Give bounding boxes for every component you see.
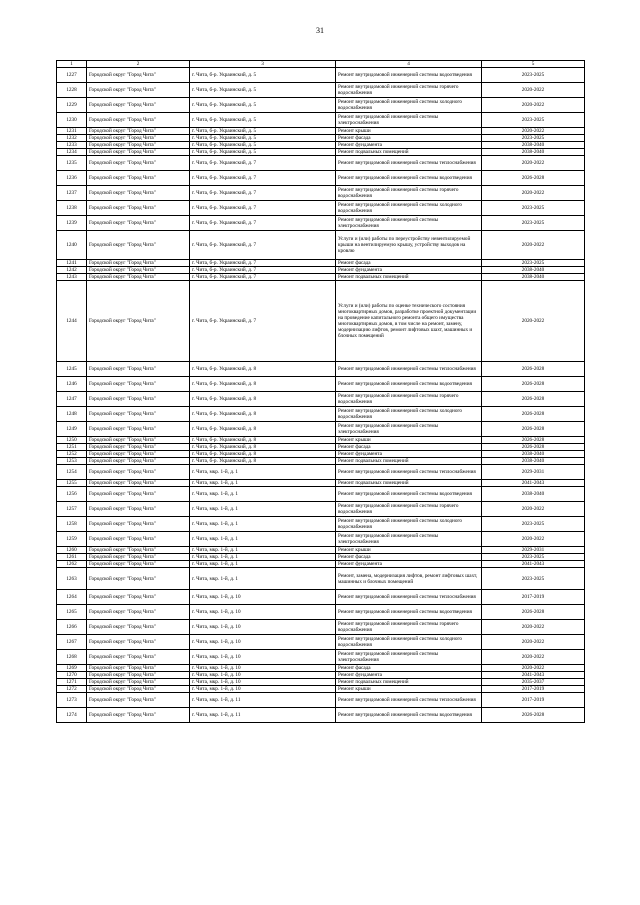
cell-work-type: Ремонт внутридомовой инженерной системы горячего водоснабжения: [336, 502, 482, 517]
table-row: [57, 547, 585, 554]
header-cell-number: 1: [57, 61, 87, 68]
cell-work-type: Ремонт внутридомовой инженерной системы горячего водоснабжения: [336, 186, 482, 201]
table-row: [57, 422, 585, 437]
cell-municipality: Городской округ "Город Чита": [87, 113, 190, 128]
cell-municipality: Городской округ "Город Чита": [87, 135, 190, 142]
cell-row-number: 1242: [57, 267, 87, 274]
table-row: [57, 83, 585, 98]
cell-work-type: Ремонт внутридомовой инженерной системы теплоснабжения: [336, 156, 482, 171]
cell-address: г. Чита, мкр. 1-й, д. 10: [190, 620, 336, 635]
cell-municipality: Городской округ "Город Чита": [87, 407, 190, 422]
cell-period: 2020-2022: [482, 83, 585, 98]
cell-address: г. Чита, б-р. Украинский, д. 5: [190, 135, 336, 142]
cell-municipality: Городской округ "Город Чита": [87, 561, 190, 568]
cell-row-number: 1228: [57, 83, 87, 98]
cell-address: г. Чита, б-р. Украинский, д. 8: [190, 407, 336, 422]
cell-municipality: Городской округ "Город Чита": [87, 422, 190, 437]
cell-municipality: Городской округ "Город Чита": [87, 98, 190, 113]
cell-municipality: Городской округ "Город Чита": [87, 156, 190, 171]
cell-work-type: Ремонт внутридомовой инженерной системы горячего водоснабжения: [336, 83, 482, 98]
cell-row-number: 1250: [57, 437, 87, 444]
cell-work-type: Ремонт подвальных помещений: [336, 480, 482, 487]
cell-municipality: Городской округ "Город Чита": [87, 392, 190, 407]
cell-address: г. Чита, б-р. Украинский, д. 7: [190, 281, 336, 362]
cell-municipality: Городской округ "Город Чита": [87, 231, 190, 260]
cell-address: г. Чита, б-р. Украинский, д. 7: [190, 267, 336, 274]
cell-period: 2038-2040: [482, 274, 585, 281]
cell-municipality: Городской округ "Город Чита": [87, 679, 190, 686]
cell-work-type: Ремонт подвальных помещений: [336, 149, 482, 156]
cell-row-number: 1239: [57, 216, 87, 231]
cell-period: 2023-2025: [482, 260, 585, 267]
cell-address: г. Чита, мкр. 1-й, д. 10: [190, 590, 336, 605]
table-row: [57, 171, 585, 186]
cell-address: г. Чита, б-р. Украинский, д. 7: [190, 231, 336, 260]
cell-address: г. Чита, б-р. Украинский, д. 5: [190, 128, 336, 135]
table-row: [57, 135, 585, 142]
cell-period: 2020-2022: [482, 281, 585, 362]
cell-municipality: Городской округ "Город Чита": [87, 451, 190, 458]
cell-period: 2026-2028: [482, 377, 585, 392]
cell-work-type: Ремонт фасада: [336, 135, 482, 142]
cell-municipality: Городской округ "Город Чита": [87, 487, 190, 502]
cell-municipality: Городской округ "Город Чита": [87, 650, 190, 665]
cell-address: г. Чита, мкр. 1-й, д. 1: [190, 532, 336, 547]
cell-municipality: Городской округ "Город Чита": [87, 83, 190, 98]
cell-row-number: 1256: [57, 487, 87, 502]
cell-municipality: Городской округ "Город Чита": [87, 465, 190, 480]
cell-work-type: Ремонт внутридомовой инженерной системы электроснабжения: [336, 650, 482, 665]
cell-period: 2026-2028: [482, 171, 585, 186]
cell-period: 2038-2040: [482, 149, 585, 156]
header-cell-address: 3: [190, 61, 336, 68]
cell-row-number: 1257: [57, 502, 87, 517]
cell-work-type: Ремонт внутридомовой инженерной системы холодного водоснабжения: [336, 517, 482, 532]
cell-period: 2023-2025: [482, 517, 585, 532]
cell-municipality: Городской округ "Город Чита": [87, 444, 190, 451]
cell-municipality: Городской округ "Город Чита": [87, 693, 190, 708]
cell-address: г. Чита, мкр. 1-й, д. 11: [190, 693, 336, 708]
table-row: [57, 216, 585, 231]
cell-work-type: Ремонт внутридомовой инженерной системы холодного водоснабжения: [336, 635, 482, 650]
table-row: [57, 480, 585, 487]
cell-municipality: Городской округ "Город Чита": [87, 267, 190, 274]
cell-period: 2020-2022: [482, 620, 585, 635]
cell-period: 2026-2028: [482, 444, 585, 451]
cell-row-number: 1244: [57, 281, 87, 362]
table-row: [57, 665, 585, 672]
table-row: [57, 620, 585, 635]
cell-municipality: Городской округ "Город Чита": [87, 620, 190, 635]
table-row: [57, 672, 585, 679]
cell-period: 2026-2028: [482, 422, 585, 437]
cell-row-number: 1273: [57, 693, 87, 708]
cell-row-number: 1263: [57, 568, 87, 590]
cell-municipality: Городской округ "Город Чита": [87, 605, 190, 620]
cell-period: 2023-2025: [482, 68, 585, 83]
cell-period: 2020-2022: [482, 650, 585, 665]
cell-row-number: 1254: [57, 465, 87, 480]
cell-municipality: Городской округ "Город Чита": [87, 201, 190, 216]
cell-period: 2020-2022: [482, 665, 585, 672]
cell-period: 2017-2019: [482, 686, 585, 693]
cell-period: 2038-2040: [482, 487, 585, 502]
cell-period: 2026-2028: [482, 437, 585, 444]
cell-row-number: 1261: [57, 554, 87, 561]
table-row: [57, 98, 585, 113]
cell-period: 2029-2031: [482, 465, 585, 480]
cell-municipality: Городской округ "Город Чита": [87, 635, 190, 650]
cell-address: г. Чита, б-р. Украинский, д. 7: [190, 171, 336, 186]
cell-address: г. Чита, мкр. 1-й, д. 1: [190, 517, 336, 532]
table-row: [57, 113, 585, 128]
cell-period: 2020-2022: [482, 532, 585, 547]
cell-period: 2041-2043: [482, 480, 585, 487]
cell-address: г. Чита, мкр. 1-й, д. 10: [190, 679, 336, 686]
table-row: [57, 465, 585, 480]
cell-work-type: Ремонт крыши: [336, 128, 482, 135]
cell-work-type: Ремонт внутридомовой инженерной системы теплоснабжения: [336, 693, 482, 708]
cell-work-type: Ремонт фундамента: [336, 451, 482, 458]
cell-period: 2026-2028: [482, 605, 585, 620]
table-row: [57, 693, 585, 708]
cell-row-number: 1252: [57, 451, 87, 458]
cell-row-number: 1243: [57, 274, 87, 281]
cell-period: 2026-2028: [482, 362, 585, 377]
cell-address: г. Чита, мкр. 1-й, д. 10: [190, 672, 336, 679]
cell-municipality: Городской округ "Город Чита": [87, 142, 190, 149]
cell-address: г. Чита, мкр. 1-й, д. 10: [190, 686, 336, 693]
cell-row-number: 1251: [57, 444, 87, 451]
cell-period: 2023-2025: [482, 568, 585, 590]
table-row: [57, 679, 585, 686]
cell-work-type: Ремонт внутридомовой инженерной системы холодного водоснабжения: [336, 98, 482, 113]
cell-address: г. Чита, б-р. Украинский, д. 7: [190, 216, 336, 231]
cell-row-number: 1240: [57, 231, 87, 260]
cell-municipality: Городской округ "Город Чита": [87, 128, 190, 135]
table-row: [57, 444, 585, 451]
table-header-row: [57, 61, 585, 68]
cell-period: 2026-2028: [482, 407, 585, 422]
cell-period: 2023-2025: [482, 135, 585, 142]
cell-address: г. Чита, б-р. Украинский, д. 8: [190, 422, 336, 437]
cell-row-number: 1235: [57, 156, 87, 171]
cell-work-type: Ремонт подвальных помещений: [336, 458, 482, 465]
cell-municipality: Городской округ "Город Чита": [87, 362, 190, 377]
cell-address: г. Чита, мкр. 1-й, д. 10: [190, 605, 336, 620]
cell-address: г. Чита, б-р. Украинский, д. 5: [190, 142, 336, 149]
table-row: [57, 568, 585, 590]
cell-work-type: Ремонт внутридомовой инженерной системы электроснабжения: [336, 216, 482, 231]
cell-work-type: Ремонт внутридомовой инженерной системы горячего водоснабжения: [336, 392, 482, 407]
cell-period: 2020-2022: [482, 231, 585, 260]
cell-municipality: Городской округ "Город Чита": [87, 480, 190, 487]
cell-work-type: Ремонт крыши: [336, 547, 482, 554]
header-cell-work-type: 4: [336, 61, 482, 68]
table-row: [57, 149, 585, 156]
cell-row-number: 1258: [57, 517, 87, 532]
cell-period: 2023-2025: [482, 216, 585, 231]
cell-address: г. Чита, мкр. 1-й, д. 1: [190, 465, 336, 480]
table-row: [57, 487, 585, 502]
cell-row-number: 1245: [57, 362, 87, 377]
cell-period: 2041-2043: [482, 672, 585, 679]
header-cell-municipality: 2: [87, 61, 190, 68]
cell-municipality: Городской округ "Город Чита": [87, 517, 190, 532]
cell-municipality: Городской округ "Город Чита": [87, 149, 190, 156]
cell-address: г. Чита, б-р. Украинский, д. 5: [190, 68, 336, 83]
cell-row-number: 1233: [57, 142, 87, 149]
table-row: [57, 458, 585, 465]
cell-address: г. Чита, б-р. Украинский, д. 5: [190, 98, 336, 113]
cell-row-number: 1237: [57, 186, 87, 201]
cell-address: г. Чита, б-р. Украинский, д. 7: [190, 186, 336, 201]
cell-row-number: 1262: [57, 561, 87, 568]
table-row: [57, 68, 585, 83]
cell-address: г. Чита, б-р. Украинский, д. 8: [190, 458, 336, 465]
cell-address: г. Чита, б-р. Украинский, д. 8: [190, 451, 336, 458]
table-row: [57, 128, 585, 135]
table-row: [57, 156, 585, 171]
cell-period: 2020-2022: [482, 156, 585, 171]
cell-municipality: Городской округ "Город Чита": [87, 532, 190, 547]
cell-row-number: 1266: [57, 620, 87, 635]
cell-municipality: Городской округ "Город Чита": [87, 665, 190, 672]
cell-work-type: Ремонт внутридомовой инженерной системы водоотведения: [336, 605, 482, 620]
cell-work-type: Ремонт крыши: [336, 686, 482, 693]
cell-municipality: Городской округ "Город Чита": [87, 281, 190, 362]
cell-work-type: Ремонт внутридомовой инженерной системы водоотведения: [336, 487, 482, 502]
cell-address: г. Чита, мкр. 1-й, д. 1: [190, 554, 336, 561]
cell-row-number: 1253: [57, 458, 87, 465]
table-row: [57, 201, 585, 216]
cell-municipality: Городской округ "Город Чита": [87, 554, 190, 561]
cell-work-type: Ремонт внутридомовой инженерной системы электроснабжения: [336, 113, 482, 128]
cell-work-type: Ремонт подвальных помещений: [336, 274, 482, 281]
cell-work-type: Ремонт фундамента: [336, 142, 482, 149]
cell-period: 2038-2040: [482, 267, 585, 274]
table-row: [57, 554, 585, 561]
table-row: [57, 186, 585, 201]
cell-work-type: Ремонт внутридомовой инженерной системы теплоснабжения: [336, 465, 482, 480]
cell-row-number: 1269: [57, 665, 87, 672]
table-row: [57, 708, 585, 723]
table-row: [57, 590, 585, 605]
page-number: 31: [316, 26, 324, 35]
cell-address: г. Чита, мкр. 1-й, д. 1: [190, 502, 336, 517]
header-cell-period: 5: [482, 61, 585, 68]
cell-row-number: 1236: [57, 171, 87, 186]
cell-work-type: Ремонт внутридомовой инженерной системы водоотведения: [336, 708, 482, 723]
cell-row-number: 1270: [57, 672, 87, 679]
cell-address: г. Чита, б-р. Украинский, д. 8: [190, 392, 336, 407]
cell-work-type: Ремонт фасада: [336, 444, 482, 451]
cell-row-number: 1246: [57, 377, 87, 392]
cell-period: 2029-2031: [482, 547, 585, 554]
cell-municipality: Городской округ "Город Чита": [87, 568, 190, 590]
cell-address: г. Чита, б-р. Украинский, д. 5: [190, 149, 336, 156]
table-row: [57, 650, 585, 665]
cell-row-number: 1274: [57, 708, 87, 723]
cell-address: г. Чита, б-р. Украинский, д. 7: [190, 260, 336, 267]
cell-address: г. Чита, мкр. 1-й, д. 11: [190, 708, 336, 723]
table-row: [57, 532, 585, 547]
cell-row-number: 1268: [57, 650, 87, 665]
cell-period: 2035-2037: [482, 679, 585, 686]
cell-row-number: 1231: [57, 128, 87, 135]
table-row: [57, 517, 585, 532]
cell-address: г. Чита, мкр. 1-й, д. 10: [190, 650, 336, 665]
cell-row-number: 1232: [57, 135, 87, 142]
table-row: [57, 392, 585, 407]
cell-municipality: Городской округ "Город Чита": [87, 260, 190, 267]
cell-work-type: Ремонт фундамента: [336, 561, 482, 568]
cell-address: г. Чита, мкр. 1-й, д. 1: [190, 568, 336, 590]
cell-address: г. Чита, мкр. 1-й, д. 1: [190, 487, 336, 502]
table-row: [57, 267, 585, 274]
cell-row-number: 1255: [57, 480, 87, 487]
cell-row-number: 1267: [57, 635, 87, 650]
works-table: [56, 60, 585, 723]
cell-municipality: Городской округ "Город Чита": [87, 68, 190, 83]
table-row: [57, 281, 585, 362]
cell-work-type: Ремонт внутридомовой инженерной системы электроснабжения: [336, 422, 482, 437]
cell-row-number: 1260: [57, 547, 87, 554]
cell-period: 2023-2025: [482, 113, 585, 128]
cell-work-type: Ремонт внутридомовой инженерной системы водоотведения: [336, 171, 482, 186]
cell-period: 2026-2028: [482, 392, 585, 407]
cell-period: 2020-2022: [482, 98, 585, 113]
cell-municipality: Городской округ "Город Чита": [87, 672, 190, 679]
cell-row-number: 1229: [57, 98, 87, 113]
cell-work-type: Ремонт фундамента: [336, 672, 482, 679]
table-row: [57, 377, 585, 392]
cell-period: 2020-2022: [482, 128, 585, 135]
cell-row-number: 1230: [57, 113, 87, 128]
cell-period: 2038-2040: [482, 142, 585, 149]
cell-address: г. Чита, мкр. 1-й, д. 1: [190, 480, 336, 487]
cell-period: 2017-2019: [482, 693, 585, 708]
cell-row-number: 1271: [57, 679, 87, 686]
cell-work-type: Ремонт внутридомовой инженерной системы теплоснабжения: [336, 590, 482, 605]
table-row: [57, 437, 585, 444]
cell-municipality: Городской округ "Город Чита": [87, 686, 190, 693]
cell-address: г. Чита, б-р. Украинский, д. 8: [190, 444, 336, 451]
cell-period: 2038-2040: [482, 458, 585, 465]
cell-address: г. Чита, б-р. Украинский, д. 8: [190, 377, 336, 392]
cell-row-number: 1259: [57, 532, 87, 547]
cell-work-type: Ремонт внутридомовой инженерной системы холодного водоснабжения: [336, 201, 482, 216]
cell-municipality: Городской округ "Город Чита": [87, 377, 190, 392]
cell-address: г. Чита, б-р. Украинский, д. 7: [190, 156, 336, 171]
cell-municipality: Городской округ "Город Чита": [87, 547, 190, 554]
table-row: [57, 362, 585, 377]
cell-work-type: Ремонт фундамента: [336, 267, 482, 274]
cell-address: г. Чита, мкр. 1-й, д. 10: [190, 665, 336, 672]
cell-work-type: Ремонт фасада: [336, 554, 482, 561]
cell-period: 2023-2025: [482, 201, 585, 216]
cell-municipality: Городской округ "Город Чита": [87, 186, 190, 201]
table-row: [57, 407, 585, 422]
cell-address: г. Чита, б-р. Украинский, д. 7: [190, 274, 336, 281]
table-row: [57, 451, 585, 458]
cell-row-number: 1238: [57, 201, 87, 216]
table-row: [57, 605, 585, 620]
cell-address: г. Чита, б-р. Украинский, д. 5: [190, 83, 336, 98]
cell-work-type: Услуги и (или) работы по оценке технического состояния многоквартирных домов, разработке проектной документации на проведение капитального ремонта общего имущества многоквартирных домов, в том числе на ремонт, замену, модернизацию лифтов, ремонт лифтовых шахт, машинных и блочных помещений: [336, 281, 482, 362]
cell-period: 2020-2022: [482, 186, 585, 201]
cell-row-number: 1264: [57, 590, 87, 605]
cell-municipality: Городской округ "Город Чита": [87, 708, 190, 723]
table-row: [57, 561, 585, 568]
table-row: [57, 686, 585, 693]
cell-work-type: Ремонт внутридомовой инженерной системы водоотведения: [336, 68, 482, 83]
cell-period: 2020-2022: [482, 635, 585, 650]
cell-address: г. Чита, мкр. 1-й, д. 1: [190, 547, 336, 554]
cell-municipality: Городской округ "Город Чита": [87, 216, 190, 231]
cell-row-number: 1249: [57, 422, 87, 437]
cell-row-number: 1247: [57, 392, 87, 407]
cell-municipality: Городской округ "Город Чита": [87, 590, 190, 605]
cell-work-type: Ремонт внутридомовой инженерной системы электроснабжения: [336, 532, 482, 547]
cell-work-type: Ремонт, замена, модернизация лифтов, ремонт лифтовых шахт, машинных и блочных помещений: [336, 568, 482, 590]
cell-period: 2026-2028: [482, 708, 585, 723]
cell-work-type: Ремонт фасада: [336, 665, 482, 672]
cell-address: г. Чита, мкр. 1-й, д. 10: [190, 635, 336, 650]
cell-period: 2023-2025: [482, 554, 585, 561]
table-row: [57, 635, 585, 650]
cell-work-type: Ремонт внутридомовой инженерной системы теплоснабжения: [336, 362, 482, 377]
cell-row-number: 1272: [57, 686, 87, 693]
table-row: [57, 502, 585, 517]
cell-municipality: Городской округ "Город Чита": [87, 458, 190, 465]
cell-period: 2020-2022: [482, 502, 585, 517]
table-row: [57, 231, 585, 260]
cell-address: г. Чита, б-р. Украинский, д. 8: [190, 437, 336, 444]
cell-work-type: Ремонт фасада: [336, 260, 482, 267]
cell-row-number: 1227: [57, 68, 87, 83]
cell-work-type: Ремонт подвальных помещений: [336, 679, 482, 686]
cell-row-number: 1248: [57, 407, 87, 422]
cell-row-number: 1265: [57, 605, 87, 620]
cell-row-number: 1234: [57, 149, 87, 156]
cell-municipality: Городской округ "Город Чита": [87, 171, 190, 186]
cell-address: г. Чита, б-р. Украинский, д. 8: [190, 362, 336, 377]
table-row: [57, 274, 585, 281]
cell-row-number: 1241: [57, 260, 87, 267]
cell-work-type: Ремонт внутридомовой инженерной системы холодного водоснабжения: [336, 407, 482, 422]
cell-work-type: Ремонт внутридомовой инженерной системы водоотведения: [336, 377, 482, 392]
cell-address: г. Чита, б-р. Украинский, д. 5: [190, 113, 336, 128]
cell-municipality: Городской округ "Город Чита": [87, 437, 190, 444]
cell-address: г. Чита, мкр. 1-й, д. 1: [190, 561, 336, 568]
cell-address: г. Чита, б-р. Украинский, д. 7: [190, 201, 336, 216]
cell-municipality: Городской округ "Город Чита": [87, 502, 190, 517]
cell-work-type: Ремонт внутридомовой инженерной системы горячего водоснабжения: [336, 620, 482, 635]
cell-period: 2038-2040: [482, 451, 585, 458]
cell-work-type: Услуги и (или) работы по переустройству невентилируемой крыши на вентилируемую крышу, устройству выходов на кровлю: [336, 231, 482, 260]
table-row: [57, 260, 585, 267]
cell-period: 2041-2043: [482, 561, 585, 568]
table-row: [57, 142, 585, 149]
cell-municipality: Городской округ "Город Чита": [87, 274, 190, 281]
cell-work-type: Ремонт крыши: [336, 437, 482, 444]
cell-period: 2017-2019: [482, 590, 585, 605]
